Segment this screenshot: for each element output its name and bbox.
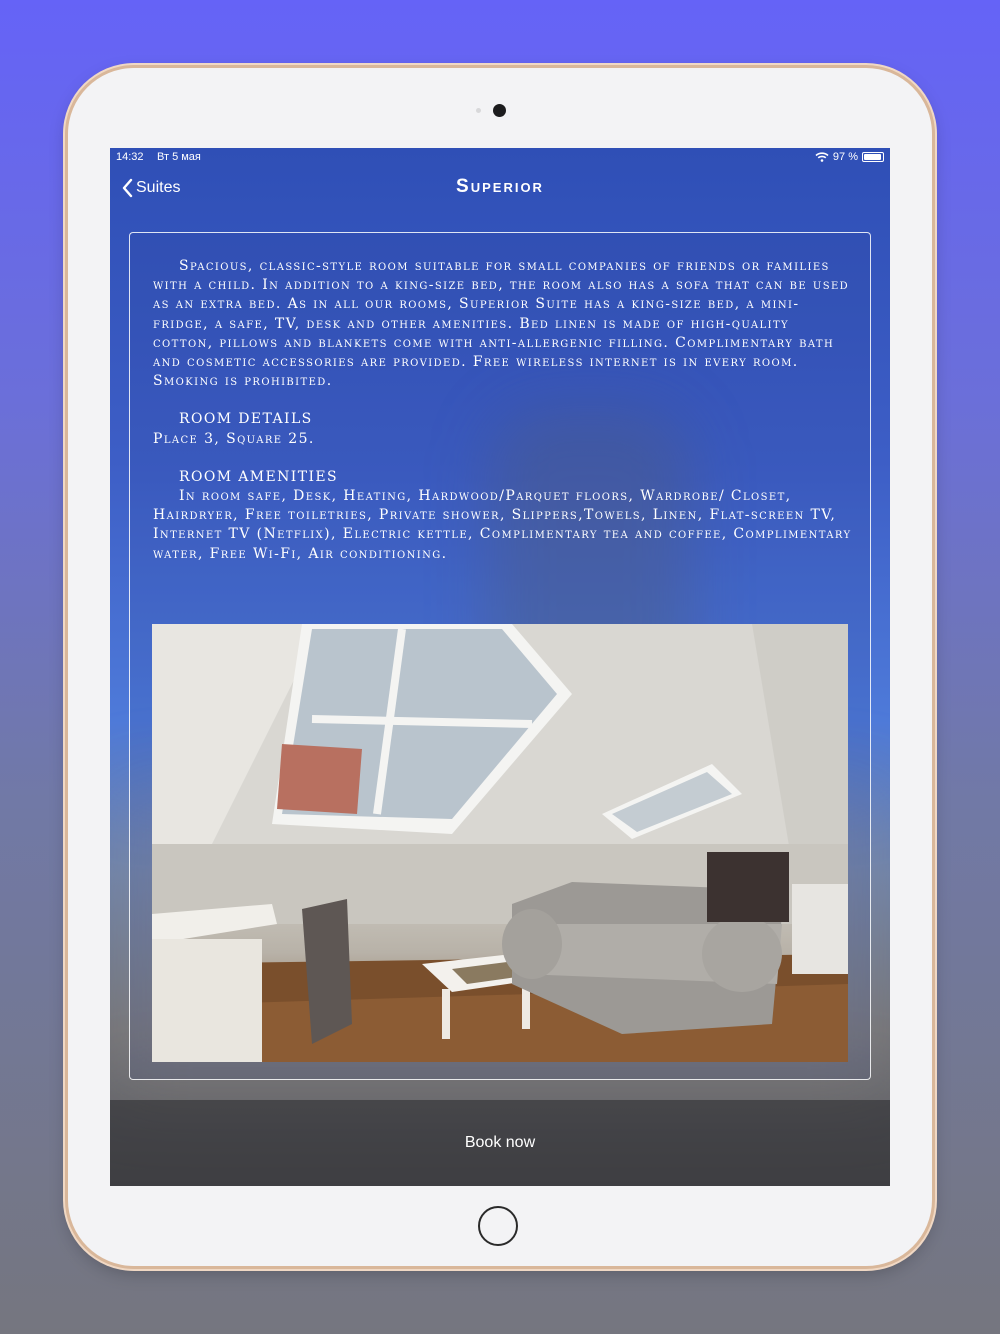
battery-icon [862, 152, 884, 162]
back-label: Suites [136, 179, 181, 196]
battery-percent: 97 % [832, 151, 858, 163]
details-heading: ROOM DETAILS [179, 411, 313, 428]
bottom-bar [110, 1100, 890, 1186]
wifi-icon [815, 152, 829, 162]
status-time: 14:32 [116, 151, 144, 163]
room-photo [152, 624, 848, 1062]
status-date: Вт 5 мая [157, 151, 201, 163]
sensor-dot [476, 108, 481, 113]
amenities-text: In room safe, Desk, Heating, Hardwood/Parquet floors, Wardrobe/ Closet, Hairdryer, Free toiletries, Private shower, Slippers,Towels, Linen, Flat-screen TV, Internet TV (Netflix), Electric kettle, Complimentary tea and coffee, Complimentary water, Free Wi-Fi, Air conditioning. [153, 488, 852, 562]
page-title: Superior [456, 176, 544, 197]
intro-text: Spacious, classic-style room suitable for small companies of friends or families with a child. In addition to a king-size bed, the room also has a sofa that can be used as an extra bed. As in all our rooms, Superior Suite has a king-size bed, a mini-fridge, a safe, TV, desk and other amenities. Bed linen is made of high-quality cotton, pillows and blankets come with anti-allergenic filling. Complimentary bath and cosmetic accessories are provided. Free wireless internet is in every room. Smoking is prohibited. [153, 258, 850, 390]
home-button[interactable] [478, 1206, 518, 1246]
room-details-card [129, 232, 871, 1080]
details-text: Place 3, Square 25. [153, 430, 315, 447]
app-screen [110, 148, 890, 1186]
room-description [153, 257, 853, 564]
amenities-heading: ROOM AMENITIES [179, 468, 339, 485]
book-now-button[interactable]: Book now [459, 1133, 541, 1153]
status-bar [110, 148, 890, 166]
status-right [815, 151, 884, 163]
front-camera [493, 104, 506, 117]
navigation-bar [110, 168, 890, 212]
